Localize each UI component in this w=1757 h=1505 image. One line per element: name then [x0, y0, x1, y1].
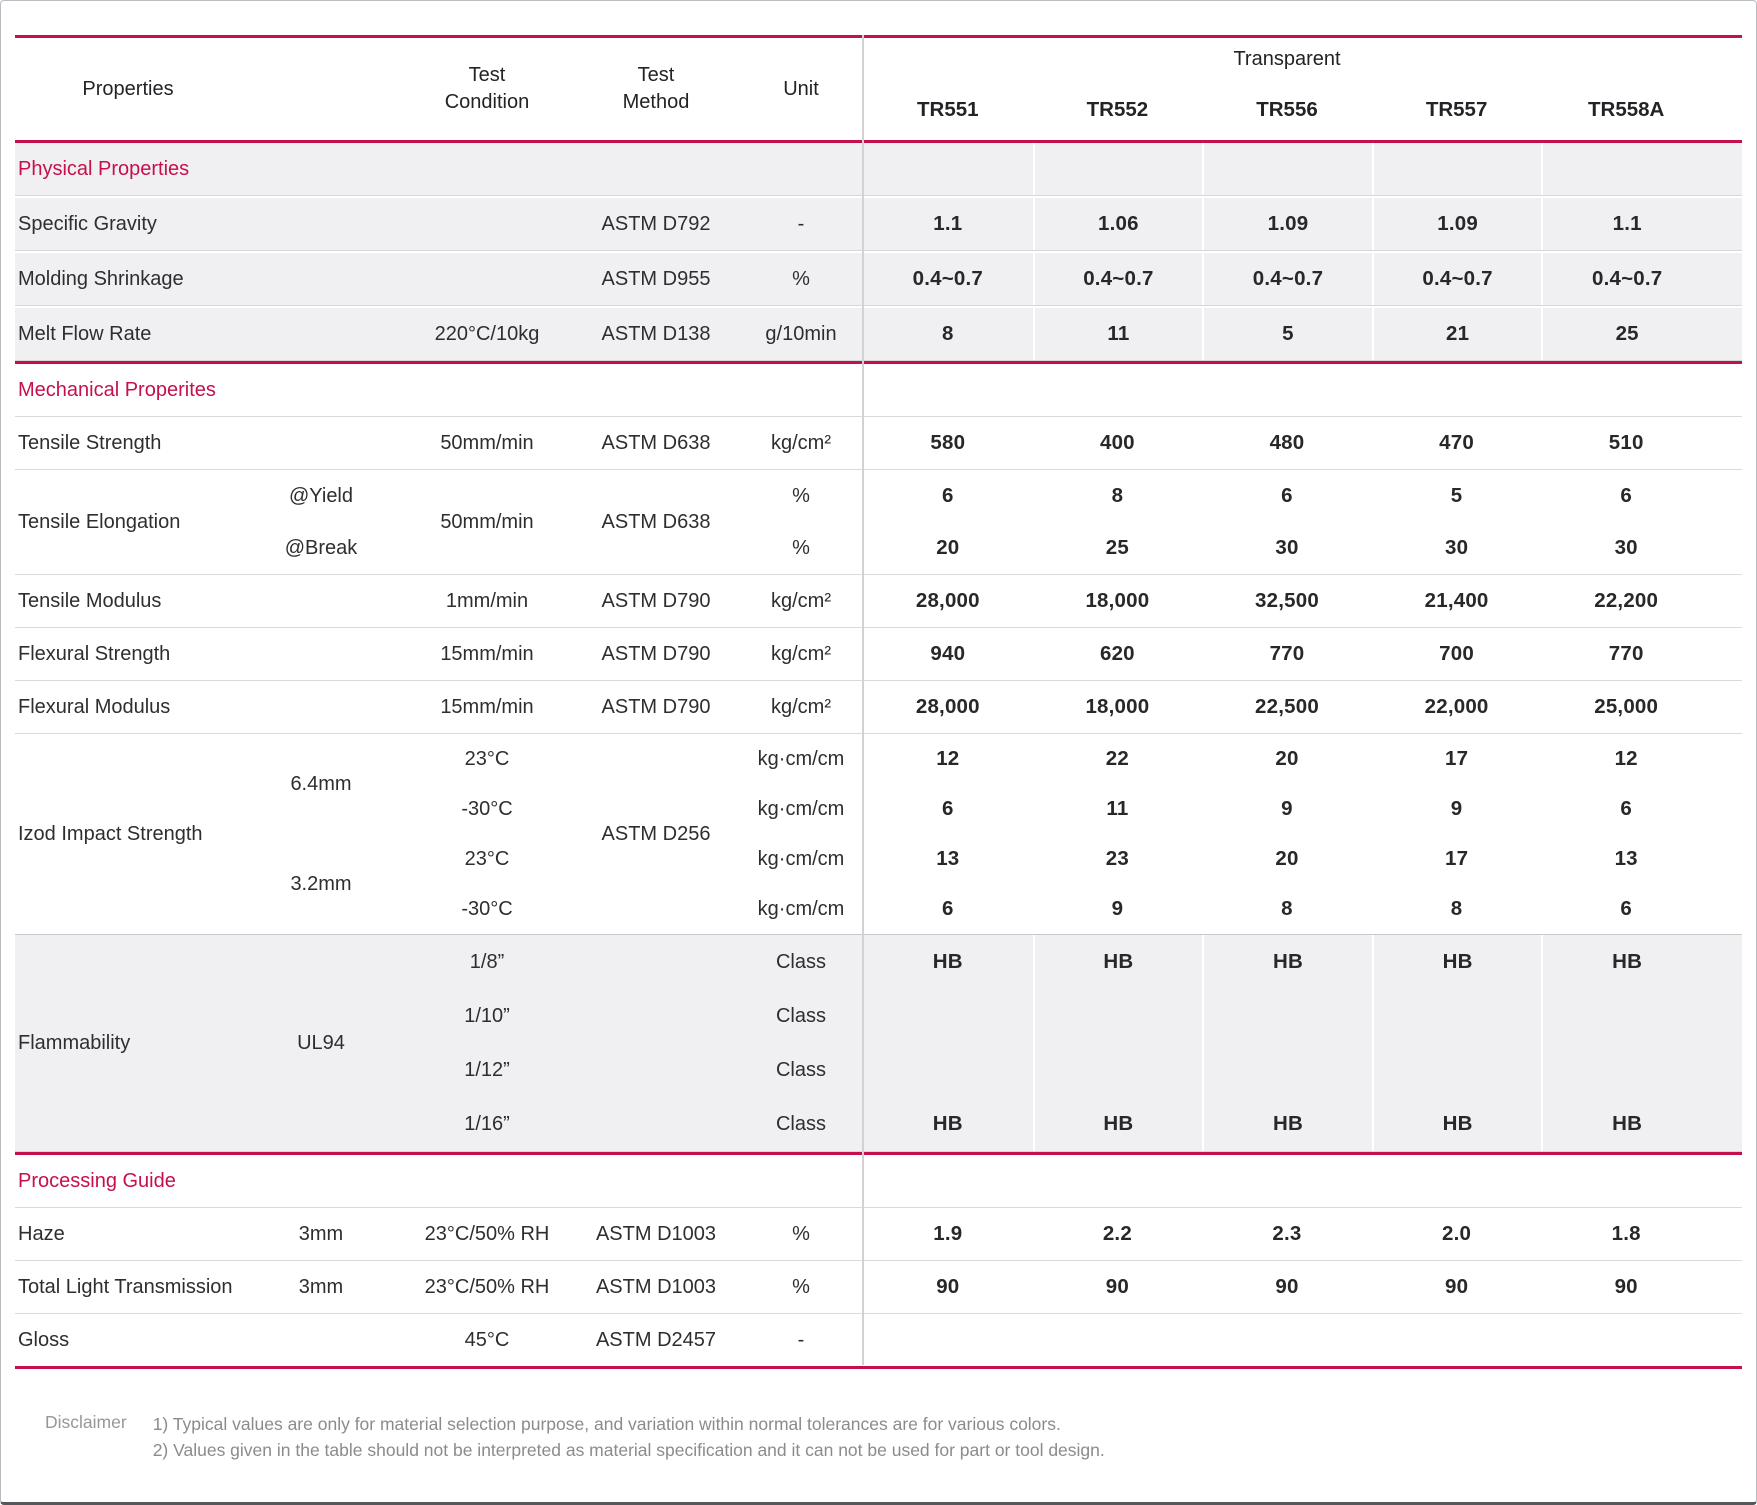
- data-value: HB: [1033, 1097, 1203, 1151]
- section-processing-guide: [15, 1152, 1742, 1369]
- test-condition-value: 15mm/min: [440, 695, 534, 718]
- data-value: 12: [1614, 747, 1638, 770]
- property-label: Gloss: [18, 1328, 70, 1351]
- unit-value: Class: [775, 1058, 826, 1081]
- data-value: 1.1: [933, 212, 963, 235]
- data-value: 11: [1033, 308, 1203, 360]
- test-method-value: ASTM D790: [601, 695, 711, 718]
- property-label: Izod Impact Strength: [18, 822, 203, 845]
- property-label: Total Light Transmission: [18, 1275, 233, 1298]
- data-value: 17: [1444, 747, 1469, 770]
- data-value: 11: [1106, 797, 1129, 820]
- grade-header-tr551: TR551: [917, 98, 979, 121]
- data-value: 6: [1620, 484, 1632, 507]
- section-title-data-spacer: [1541, 1155, 1711, 1207]
- data-value: [1541, 989, 1711, 1043]
- test-condition-value: 23°C: [464, 747, 510, 770]
- test-method-value: ASTM D1003: [595, 1222, 717, 1245]
- test-condition-value: 1/12”: [464, 1058, 510, 1081]
- data-value: 12: [936, 747, 960, 770]
- data-value: 30: [1275, 536, 1299, 559]
- section-title-data-spacer: [1372, 1155, 1542, 1207]
- condition-sub-label: 3.2mm: [290, 872, 352, 895]
- data-value: HB: [1202, 935, 1372, 989]
- grade-header-tr556: TR556: [1256, 98, 1318, 121]
- data-value: 25,000: [1594, 695, 1659, 718]
- unit-value: %: [792, 536, 810, 559]
- data-value: [1202, 1043, 1372, 1097]
- data-value: 32,500: [1255, 589, 1319, 612]
- data-value: 18,000: [1085, 695, 1150, 718]
- condition-sub-label: @Break: [284, 536, 358, 559]
- section-title-data-spacer: [1372, 364, 1542, 416]
- condition-sub-label: @Yield: [288, 484, 354, 507]
- property-label: Flexural Modulus: [18, 695, 171, 718]
- col-header-unit: Unit: [783, 77, 819, 100]
- table-row: [15, 627, 1742, 680]
- property-label: Tensile Elongation: [18, 510, 181, 533]
- unit-value: kg·cm/cm: [757, 897, 845, 920]
- data-value: 18,000: [1085, 589, 1150, 612]
- test-condition-value: 1/10”: [464, 1004, 510, 1027]
- data-value: 1.8: [1611, 1222, 1641, 1245]
- data-value: 9: [1450, 797, 1463, 820]
- section-physical-properties: [15, 143, 1742, 361]
- table-body: [15, 143, 1742, 1369]
- data-value: 1.1: [1541, 198, 1711, 250]
- data-value: 90: [1614, 1275, 1638, 1298]
- test-condition-value: 23°C/50% RH: [424, 1275, 550, 1298]
- unit-value: Class: [775, 1112, 826, 1135]
- test-method-value: ASTM D1003: [595, 1275, 717, 1298]
- data-value: 25: [1541, 308, 1711, 360]
- data-value: 8: [1450, 897, 1463, 920]
- data-value: [1541, 1314, 1711, 1366]
- section-title: Physical Properties: [18, 157, 190, 180]
- property-label: Flexural Strength: [18, 642, 171, 665]
- property-label: Haze: [18, 1222, 65, 1245]
- test-method-value: ASTM D638: [601, 510, 711, 533]
- condition-sub-label: 3mm: [298, 1222, 344, 1245]
- data-value: 13: [936, 847, 960, 870]
- condition-sub-label: 3mm: [298, 1275, 344, 1298]
- group-header-transparent: Transparent: [1233, 47, 1341, 70]
- disclaimer-label: Disclaimer: [45, 1412, 127, 1432]
- grade-header-tr552: TR552: [1086, 98, 1149, 121]
- property-label: Tensile Modulus: [18, 589, 162, 612]
- data-value: 22,000: [1424, 695, 1489, 718]
- data-value: 8: [1111, 484, 1124, 507]
- table-row: [15, 1260, 1742, 1313]
- data-value: 480: [1269, 431, 1305, 454]
- table-row: [15, 416, 1742, 469]
- unit-value: kg/cm²: [771, 695, 831, 718]
- unit-value: %: [792, 1275, 810, 1298]
- unit-value: -: [797, 212, 805, 235]
- section-title-data-spacer: [1202, 364, 1372, 416]
- section-title-data-spacer: [863, 364, 1033, 416]
- property-label: Melt Flow Rate: [18, 322, 152, 345]
- data-value: 0.4~0.7: [912, 267, 983, 290]
- data-value: [1202, 1314, 1372, 1366]
- data-value: [863, 1043, 1033, 1097]
- data-value: 6: [941, 797, 954, 820]
- table-row: [15, 469, 1742, 574]
- test-condition-value: 1/8”: [469, 950, 505, 973]
- test-condition-value: 50mm/min: [440, 431, 534, 454]
- data-value: 1.06: [1033, 198, 1203, 250]
- data-value: 770: [1269, 642, 1305, 665]
- data-value: 6: [941, 484, 954, 507]
- section-title-data-spacer: [1033, 364, 1203, 416]
- test-condition-value: 220°C/10kg: [434, 322, 540, 345]
- data-value: 0.4~0.7: [1541, 253, 1711, 305]
- unit-value: Class: [775, 1004, 826, 1027]
- data-value: 90: [936, 1275, 960, 1298]
- data-value: 9: [1111, 897, 1124, 920]
- unit-value: kg·cm/cm: [757, 797, 845, 820]
- section-title-data-spacer: [1202, 143, 1372, 195]
- data-value: HB: [1033, 935, 1203, 989]
- data-value: 22: [1105, 747, 1129, 770]
- data-value: [1033, 989, 1203, 1043]
- section-title: Processing Guide: [18, 1169, 176, 1192]
- data-value: 30: [1614, 536, 1638, 559]
- data-value: 6: [1620, 797, 1632, 820]
- data-value: 470: [1439, 431, 1474, 454]
- data-value: HB: [1541, 935, 1711, 989]
- data-value: [863, 989, 1033, 1043]
- data-value: 770: [1608, 642, 1644, 665]
- data-value: 0.4~0.7: [1202, 253, 1372, 305]
- data-value: 21: [1372, 308, 1542, 360]
- test-condition-value: 45°C: [464, 1328, 510, 1351]
- data-value: HB: [1202, 1097, 1372, 1151]
- test-method-value: ASTM D638: [601, 431, 711, 454]
- data-value: 6: [1620, 897, 1632, 920]
- data-value: 25: [1105, 536, 1129, 559]
- data-value: 0.4~0.7: [1372, 253, 1542, 305]
- data-value: [1033, 1314, 1203, 1366]
- table-row: [15, 251, 1742, 306]
- test-condition-value: 1mm/min: [445, 589, 529, 612]
- table-row: [15, 574, 1742, 627]
- data-value: 17: [1444, 847, 1469, 870]
- data-value: 23: [1105, 847, 1129, 870]
- section-title-data-spacer: [863, 143, 1033, 195]
- property-label: Tensile Strength: [18, 431, 162, 454]
- disclaimer-line-1: 1) Typical values are only for material selection purpose, and variation within normal tolerances are for various colors.: [152, 1414, 1061, 1434]
- test-method-value: ASTM D792: [601, 212, 711, 235]
- test-condition-value: -30°C: [461, 797, 513, 820]
- test-condition-value: 50mm/min: [440, 510, 534, 533]
- data-value: [1202, 989, 1372, 1043]
- data-value: 90: [1444, 1275, 1469, 1298]
- unit-value: g/10min: [765, 322, 837, 345]
- data-value: [1541, 1043, 1711, 1097]
- data-value: 510: [1608, 431, 1644, 454]
- table-row: [15, 196, 1742, 251]
- data-value: 9: [1281, 797, 1293, 820]
- data-value: [863, 1314, 1033, 1366]
- data-value: [1372, 1043, 1542, 1097]
- data-value: 940: [930, 642, 966, 665]
- section-title: Mechanical Properites: [18, 378, 216, 401]
- data-value: 5: [1202, 308, 1372, 360]
- section-title-data-spacer: [863, 1155, 1033, 1207]
- data-value: 6: [1281, 484, 1293, 507]
- data-value: 30: [1444, 536, 1469, 559]
- disclaimer-line-2: 2) Values given in the table should not be interpreted as material specification and it can not be used for part or tool design.: [152, 1440, 1105, 1460]
- test-condition-value: 15mm/min: [440, 642, 534, 665]
- data-value: 400: [1099, 431, 1135, 454]
- header-row: [15, 38, 1742, 140]
- grade-header-tr557: TR557: [1425, 98, 1488, 121]
- unit-value: kg/cm²: [771, 589, 831, 612]
- data-value: HB: [932, 1112, 963, 1135]
- unit-value: Class: [775, 950, 826, 973]
- data-value: 2.0: [1442, 1222, 1472, 1245]
- data-value: 20: [1275, 747, 1299, 770]
- unit-value: kg·cm/cm: [757, 747, 845, 770]
- data-value: [1372, 1314, 1542, 1366]
- data-value: 13: [1614, 847, 1638, 870]
- section-title-data-spacer: [1202, 1155, 1372, 1207]
- unit-value: kg/cm²: [771, 431, 831, 454]
- test-method-value: ASTM D138: [601, 322, 711, 345]
- condition-sub-label: UL94: [297, 1031, 345, 1054]
- data-value: HB: [1541, 1097, 1711, 1151]
- section-title-data-spacer: [1033, 143, 1203, 195]
- unit-value: -: [797, 1328, 805, 1351]
- data-value: HB: [932, 950, 963, 973]
- data-value: 90: [1105, 1275, 1129, 1298]
- section-title-data-spacer: [1541, 364, 1711, 416]
- section-title-data-spacer: [1541, 143, 1711, 195]
- data-value: HB: [1372, 1097, 1542, 1151]
- test-condition-value: -30°C: [461, 897, 513, 920]
- disclaimer: [45, 1411, 1716, 1463]
- data-value: 8: [1281, 897, 1293, 920]
- data-value: 2.2: [1102, 1222, 1132, 1245]
- table-row: [15, 733, 1742, 934]
- data-value: 5: [1450, 484, 1463, 507]
- test-method-value: ASTM D2457: [595, 1328, 717, 1351]
- data-value: 22,500: [1255, 695, 1319, 718]
- test-method-value: ASTM D790: [601, 642, 711, 665]
- data-value: 700: [1439, 642, 1474, 665]
- property-label: Molding Shrinkage: [18, 267, 184, 290]
- data-value: [1372, 989, 1542, 1043]
- test-condition-value: 23°C/50% RH: [424, 1222, 550, 1245]
- table-row: [15, 1207, 1742, 1260]
- unit-value: kg/cm²: [771, 642, 831, 665]
- col-header-test-condition: Test Condition: [444, 64, 530, 113]
- table-row: [15, 935, 1742, 1152]
- data-value: 2.3: [1272, 1222, 1302, 1245]
- data-value: 1.9: [933, 1222, 963, 1245]
- unit-value: %: [792, 484, 810, 507]
- data-value: HB: [1372, 935, 1542, 989]
- section-mechanical-properites: [15, 361, 1742, 934]
- table-row: [15, 1313, 1742, 1366]
- unit-value: %: [792, 1222, 810, 1245]
- data-value: 20: [936, 536, 960, 559]
- col-header-sub-spacer: [241, 38, 401, 140]
- data-value: 0.4~0.7: [1033, 253, 1203, 305]
- unit-value: %: [792, 267, 810, 290]
- data-value: 6: [941, 897, 954, 920]
- data-value: 1.09: [1202, 198, 1372, 250]
- section-title-data-spacer: [1372, 143, 1542, 195]
- section-title-row: [15, 143, 1742, 196]
- data-value: 1.09: [1372, 198, 1542, 250]
- test-method-value: ASTM D790: [601, 589, 711, 612]
- data-value: 21,400: [1424, 589, 1489, 612]
- test-condition-value: 23°C: [464, 847, 510, 870]
- data-value: 22,200: [1594, 589, 1659, 612]
- test-method-value: ASTM D955: [601, 267, 711, 290]
- col-header-test-method: Test Method: [622, 64, 690, 113]
- data-value: 28,000: [915, 589, 980, 612]
- data-value: 580: [930, 431, 966, 454]
- property-label: Flammability: [18, 1031, 131, 1054]
- section-flammability: [15, 934, 1742, 1152]
- test-condition-value: 1/16”: [464, 1112, 510, 1135]
- grade-header-tr558a: TR558A: [1588, 98, 1665, 121]
- data-value: 8: [941, 322, 954, 345]
- section-title-row: [15, 1155, 1742, 1207]
- section-title-data-spacer: [1033, 1155, 1203, 1207]
- property-label: Specific Gravity: [18, 212, 157, 235]
- condition-sub-label: 6.4mm: [290, 772, 352, 795]
- table-header: [15, 35, 1742, 143]
- unit-value: kg·cm/cm: [757, 847, 845, 870]
- data-value: [1033, 1043, 1203, 1097]
- test-method-value: ASTM D256: [601, 822, 711, 845]
- data-value: 28,000: [915, 695, 980, 718]
- data-value: 20: [1275, 847, 1299, 870]
- table-row: [15, 306, 1742, 361]
- section-title-row: [15, 364, 1742, 416]
- data-value: 620: [1099, 642, 1135, 665]
- col-header-properties: Properties: [82, 77, 174, 100]
- properties-table: [15, 35, 1742, 1369]
- table-row: [15, 680, 1742, 733]
- disclaimer-text: [153, 1411, 1105, 1463]
- data-value: 90: [1275, 1275, 1299, 1298]
